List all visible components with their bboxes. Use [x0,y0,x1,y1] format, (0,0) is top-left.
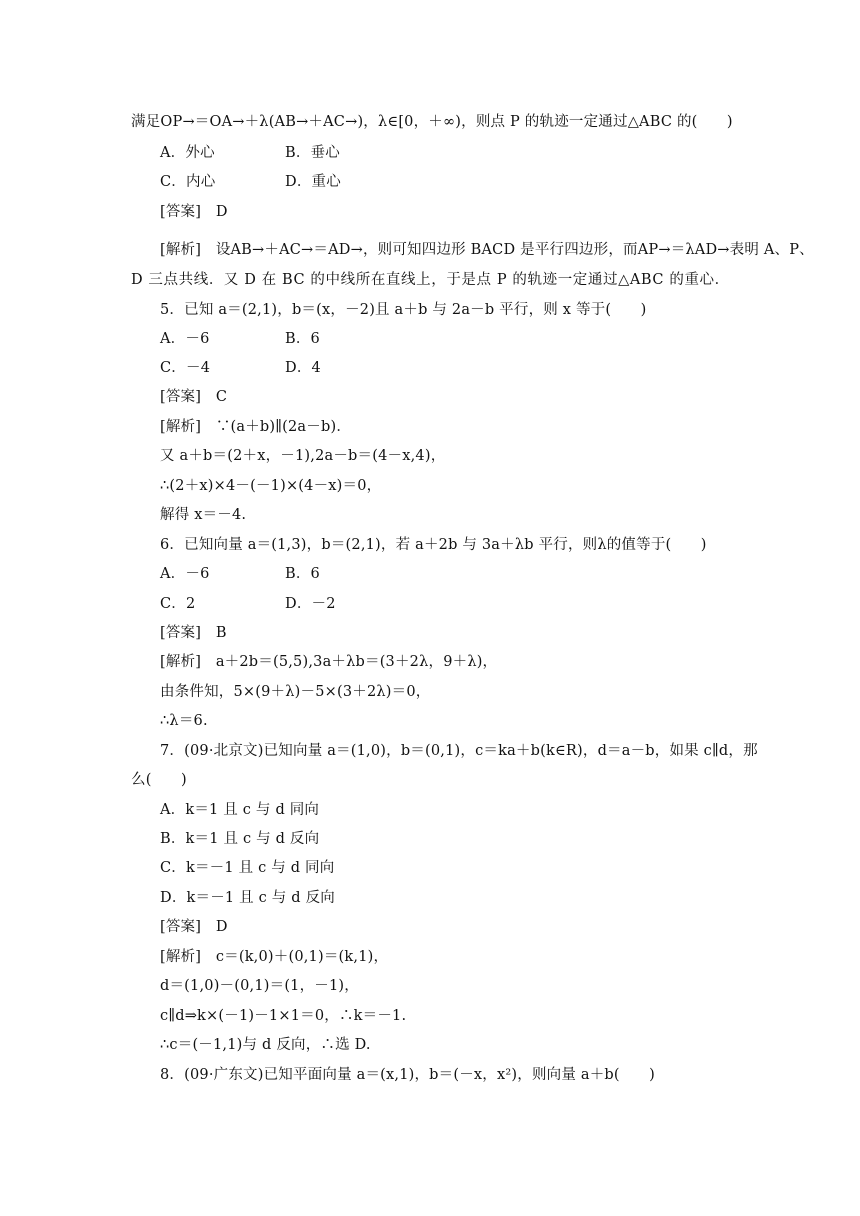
analysis-line: [解析] c＝(k,0)＋(0,1)＝(k,1)， [160,949,389,965]
option-d: D．－2 [285,596,336,612]
analysis-line: [解析] 设AB→＋AC→＝AD→，则可知四边形 BACD 是平行四边形，而AP→＝λAD→表明 A、P、 [160,242,814,258]
option-c: C．k＝－1 且 c 与 d 同向 [160,860,335,876]
option-a: A．－6 [160,331,210,347]
text-line: ∴(2＋x)×4－(－1)×(4－x)＝0， [160,478,382,494]
analysis-line: [解析] a＋2b＝(5,5),3a＋λb＝(3＋2λ，9＋λ)， [160,654,498,670]
option-a: A．k＝1 且 c 与 d 同向 [160,802,320,818]
option-a: A．－6 [160,566,210,582]
option-c: C．2 [160,596,196,612]
option-c: C．内心 [160,174,216,190]
answer-line: [答案] C [160,389,228,405]
option-d: D．4 [285,360,321,376]
option-c: C．－4 [160,360,211,376]
option-b: B．6 [285,566,320,582]
answer-line: [答案] D [160,204,228,220]
text-line: ∴λ＝6. [160,713,208,729]
answer-line: [答案] B [160,625,227,641]
text-line: 解得 x＝－4. [160,507,247,523]
text-line: 由条件知，5×(9＋λ)－5×(3＋2λ)＝0， [160,684,431,700]
text-line: ∴c＝(－1,1)与 d 反向，∴选 D. [160,1037,371,1053]
question-5: 5．已知 a＝(2,1)，b＝(x，－2)且 a＋b 与 2a－b 平行，则 x 等于( ) [160,302,647,318]
option-d: D．k＝－1 且 c 与 d 反向 [160,890,335,906]
text-line: c∥d⇒k×(－1)－1×1＝0，∴k＝－1. [160,1008,407,1024]
text-line: D 三点共线．又 D 在 BC 的中线所在直线上，于是点 P 的轨迹一定通过△ABC 的重心． [131,272,730,288]
question-7: 7．(09·北京文)已知向量 a＝(1,0)，b＝(0,1)，c＝ka＋b(k∈R)，d＝a－b，如果 c∥d，那 [160,743,758,759]
option-d: D．重心 [285,174,341,190]
text-line: 满足OP→＝OA→＋λ(AB→＋AC→)，λ∈[0，＋∞)，则点 P 的轨迹一定通过△ABC 的( ) [131,114,733,130]
analysis-line: [解析] ∵(a＋b)∥(2a－b)． [160,419,352,435]
option-b: B．垂心 [285,145,340,161]
question-8: 8．(09·广东文)已知平面向量 a＝(x,1)，b＝(－x，x²)，则向量 a＋b( ) [160,1067,655,1083]
text-line: d＝(1,0)－(0,1)＝(1，－1)， [160,978,359,994]
question-6: 6．已知向量 a＝(1,3)，b＝(2,1)，若 a＋2b 与 3a＋λb 平行，则λ的值等于( ) [160,537,707,553]
text-line: 又 a＋b＝(2＋x，－1),2a－b＝(4－x,4)， [160,448,446,464]
option-a: A．外心 [160,145,215,161]
text-line: 么( ) [131,772,187,788]
answer-line: [答案] D [160,919,228,935]
option-b: B．6 [285,331,320,347]
option-b: B．k＝1 且 c 与 d 反向 [160,831,320,847]
